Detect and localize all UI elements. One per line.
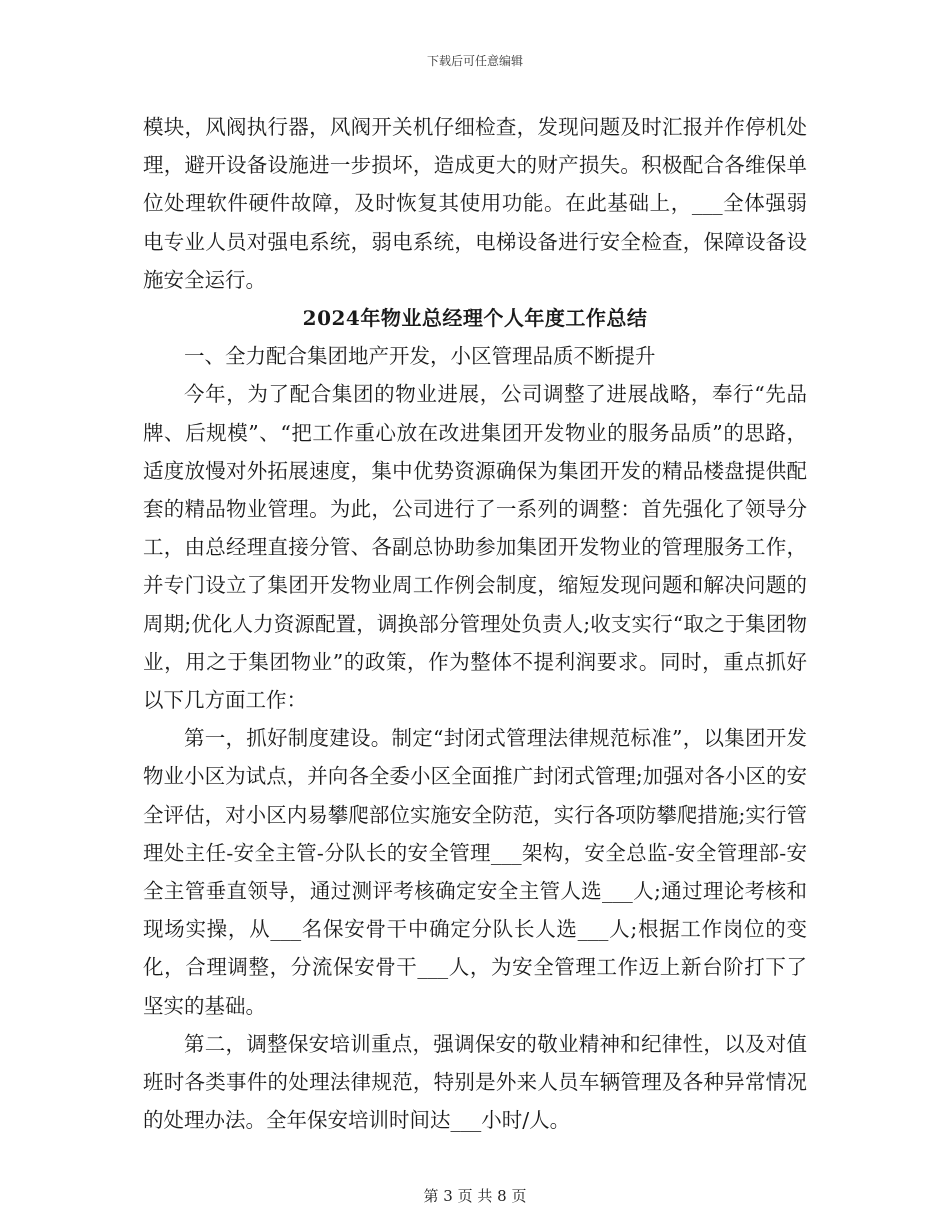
- paragraph-continuation: 模块，风阀执行器，风阀开关机仔细检查，发现问题及时汇报并作停机处理，避开设备设施进一步损坏，造成更大的财产损失。积极配合各维保单位处理软件硬件故障，及时恢复其使用功能。在此基础上，___全体强弱电专业人员对强电系统，弱电系统，电梯设备进行安全检查，保障设备设施安全运行。: [143, 115, 807, 292]
- page-header-note: 下载后可任意编辑: [426, 54, 523, 68]
- paragraph: 第一，抓好制度建设。制定“封闭式管理法律规范标准”，以集团开发物业小区为试点，并向各全委小区全面推广封闭式管理;加强对各小区的安全评估，对小区内易攀爬部位实施安全防范，实行各项防攀爬措施;实行管理处主任-安全主管-分队长的安全管理___架构，安全总监-安全管理部-安全主管垂直领导，通过测评考核确定安全主管人选___人;通过理论考核和现场实操，从___名保安骨干中确定分队长人选___人;根据工作岗位的变化，合理调整，分流保安骨干___人，为安全管理工作迈上新台阶打下了坚实的基础。: [143, 726, 807, 1018]
- document-body: [143, 108, 807, 1139]
- section-heading: 一、全力配合集团地产开发，小区管理品质不断提升: [184, 344, 656, 369]
- paragraph: 第二，调整保安培训重点，强调保安的敬业精神和纪律性，以及对值班时各类事件的处理法律规范，特别是外来人员车辆管理及各种异常情况的处理办法。全年保安培训时间达___小时/人。: [143, 1031, 807, 1133]
- page-footer-number: 第 3 页 共 8 页: [423, 1187, 527, 1205]
- paragraph: 今年，为了配合集团的物业进展，公司调整了进展战略，奉行“先品牌、后规模”、“把工作重心放在改进集团开发物业的服务品质”的思路，适度放慢对外拓展速度，集中优势资源确保为集团开发的精品楼盘提供配套的精品物业管理。为此，公司进行了一系列的调整：首先强化了领导分工，由总经理直接分管、各副总协助参加集团开发物业的管理服务工作，并专门设立了集团开发物业周工作例会制度，缩短发现问题和解决问题的周期;优化人力资源配置，调换部分管理处负责人;收支实行“取之于集团物业，用之于集团物业”的政策，作为整体不提利润要求。同时，重点抓好以下几方面工作：: [143, 382, 807, 713]
- document-title: 2024年物业总经理个人年度工作总结: [302, 306, 648, 331]
